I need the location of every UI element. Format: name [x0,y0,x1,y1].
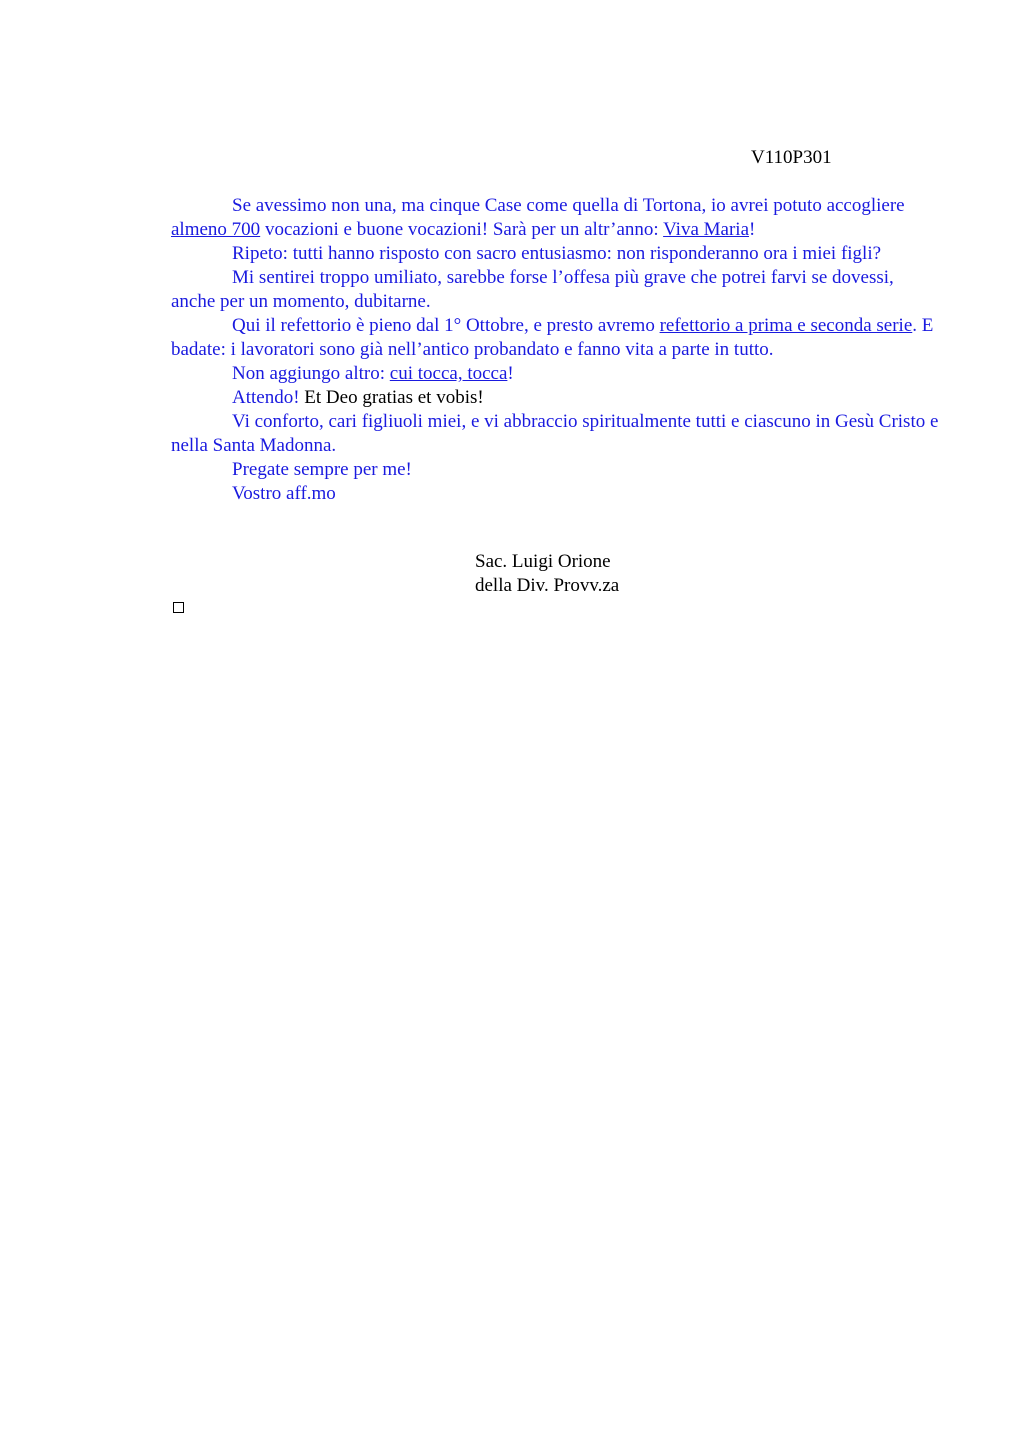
p6-text-deo-gratias: Et Deo gratias et vobis! [299,387,484,408]
p1-underlined-viva-maria: Viva Maria [663,219,750,240]
p1-text-a: Se avessimo non una, ma cinque Case come quella di Tortona, io avrei potuto accogliere [232,195,905,216]
paragraph-7: Vi conforto, cari figliuoli miei, e vi abbraccio spiritualmente tutti e ciascuno in Gesù Cristo e nella Santa Madonna. [171,411,939,456]
paragraph-8: Pregate sempre per me! [232,459,412,480]
p1-text-c: vocazioni e buone vocazioni! Sarà per un altr’anno: [260,219,664,240]
paragraph-6 [171,386,941,410]
letter-body [171,194,941,506]
paragraph-5 [171,362,941,386]
p5-underlined-cui-tocca: cui tocca, tocca [389,363,508,384]
p1-text-e: ! [749,219,756,240]
square-marker-icon [173,602,184,613]
paragraph-3: Mi sentirei troppo umiliato, sarebbe forse l’offesa più grave che potrei farvi se dovessi, anche per un momento, dubitarne. [171,267,894,312]
paragraph-4 [171,314,941,362]
p1-underlined-almeno-700: almeno 700 [171,219,261,240]
paragraph-1 [171,194,941,242]
p4-text-c: . E badate: i lavoratori sono già nell’antico probandato e fanno vita a parte in tutto. [171,315,934,360]
page-code: V110P301 [751,147,832,168]
paragraph-9: Vostro aff.mo [232,483,336,504]
p4-underlined-refettorio: refettorio a prima e seconda serie [659,315,913,336]
p5-text-a: Non aggiungo altro: [232,363,390,384]
signature-name: Sac. Luigi Orione [475,551,611,572]
p6-text-attendo: Attendo! [232,387,300,408]
signature-title: della Div. Provv.za [475,575,620,596]
p4-text-a: Qui il refettorio è pieno dal 1° Ottobre, e presto avremo [232,315,660,336]
p5-text-c: ! [507,363,514,384]
signature-block [475,550,619,598]
paragraph-2: Ripeto: tutti hanno risposto con sacro entusiasmo: non risponderanno ora i miei figli? [232,243,882,264]
